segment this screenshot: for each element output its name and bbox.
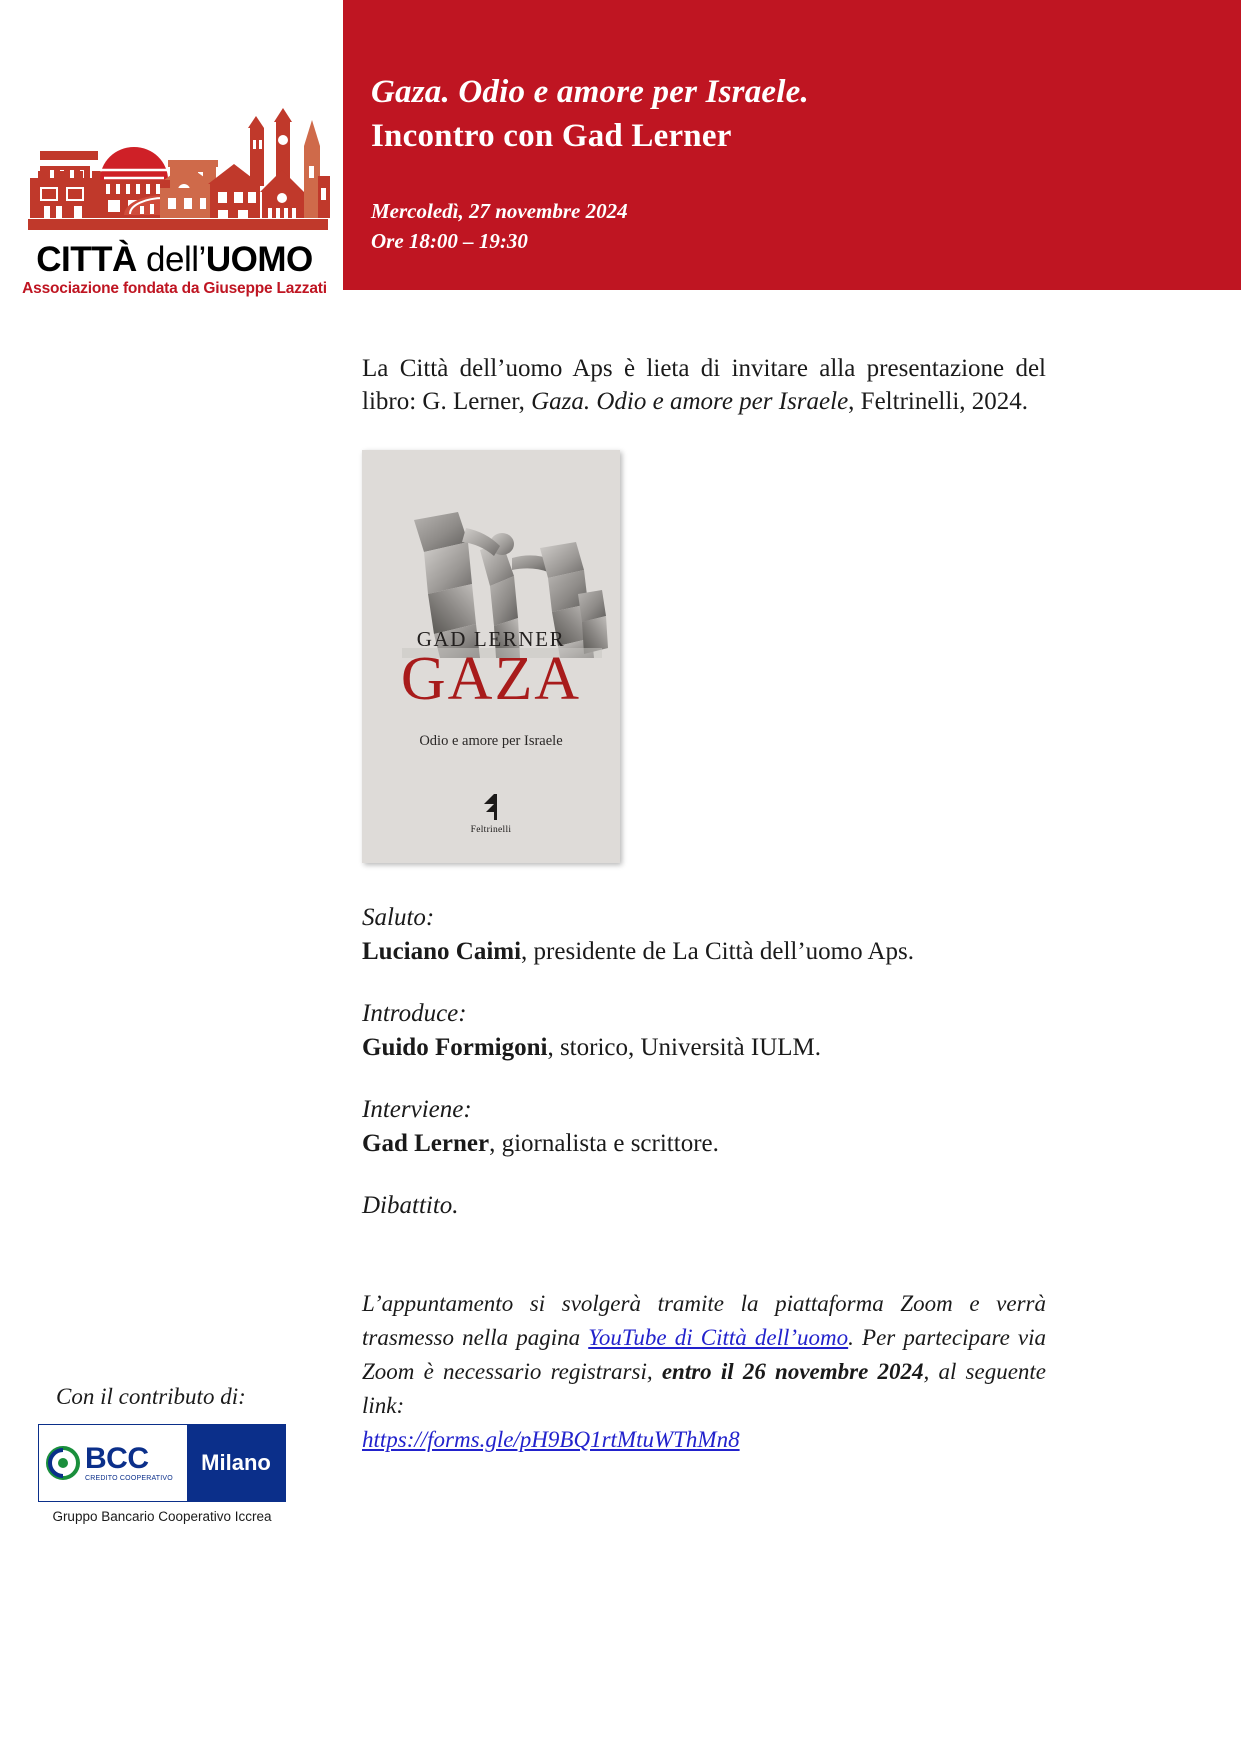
speaker-description: , giornalista e scrittore. [489,1130,719,1157]
bcc-milano-logo [38,1424,286,1502]
event-title-italic: Gaza. Odio e amore per Israele. [371,74,809,110]
speaker-group [362,997,1046,1065]
header-band [343,0,1241,290]
header-content [371,70,1211,256]
main-content [362,352,1046,1457]
feltrinelli-f-icon [478,792,504,822]
participation-text-3: , al seguente link: [362,1359,1047,1418]
event-datetime [371,196,1211,256]
speaker-name: Gad Lerner [362,1130,490,1157]
book-cover-title: GAZA [400,645,582,713]
bcc-circle-icon [46,1446,80,1480]
organization-logo [12,88,337,298]
speaker-role: Saluto: [362,904,435,931]
sponsor-label: Con il contributo di: [56,1384,246,1409]
bcc-city-panel [187,1425,285,1501]
registration-deadline: entro il 26 novembre 2024 [661,1359,924,1384]
speaker-group [362,901,1046,969]
speaker-line [362,935,1046,969]
city-skyline-icon [12,88,330,238]
event-time: Ore 18:00 – 19:30 [371,229,528,253]
bcc-logo-left [39,1425,187,1501]
bcc-acronym: BCC [85,1441,149,1475]
book-cover-author: GAD LERNER [416,627,566,651]
closing-note: Dibattito. [362,1192,459,1219]
speaker-description: , presidente de La Città dell’uomo Aps. [521,938,915,965]
event-title-plain: Incontro con Gad Lerner [371,118,732,154]
bcc-text-group [85,1441,173,1483]
logo-word-dell: dell’ [136,240,206,279]
speaker-name: Guido Formigoni [362,1034,548,1061]
publisher-name: Feltrinelli [470,825,512,835]
speaker-group [362,1093,1046,1161]
bcc-tagline: CREDITO COOPERATIVO [85,1474,173,1482]
participation-text-2: . Per partecipare via Zoom è necessario registrarsi, [362,1325,1047,1384]
book-cover-subtitle: Odio e amore per Israele [419,733,563,749]
registration-form-link[interactable]: https://forms.gle/pH9BQ1rtMtuWThMn8 [362,1427,740,1452]
sponsor-caption: Gruppo Bancario Cooperativo Iccrea [52,1509,272,1524]
event-date: Mercoledì, 27 novembre 2024 [371,199,628,223]
logo-word-citta: CITTÀ [36,240,137,279]
participation-text-1: L’appuntamento si svolgerà tramite la piattaforma Zoom e verrà trasmesso nella pagina [362,1291,1046,1350]
speaker-role: Introduce: [362,1000,467,1027]
logo-subtitle: Associazione fondata da Giuseppe Lazzati [22,280,327,297]
speakers-list [362,901,1046,1223]
participation-note [362,1287,1046,1423]
speaker-role: Interviene: [362,1096,472,1123]
invitation-text-2: , Feltrinelli, 2024. [848,388,1029,415]
youtube-link[interactable]: YouTube di Città dell’uomo [588,1325,849,1350]
book-cover [362,450,620,863]
invitation-text-1: La Città dell’uomo Aps è lieta di invitare alla presentazione del libro: G. Lerner, [362,355,1046,415]
logo-wordmark [12,240,337,279]
speaker-description: , storico, Università IULM. [547,1034,821,1061]
sponsor-block [38,1384,328,1524]
speaker-line [362,1127,1046,1161]
book-title-italic: Gaza. Odio e amore per Israele [531,388,849,415]
speaker-line [362,1031,1046,1065]
invitation-paragraph [362,352,1046,418]
publisher-logo [362,792,620,835]
logo-word-uomo: UOMO [205,240,313,279]
speaker-name: Luciano Caimi [362,938,522,965]
bcc-city-label: Milano [201,1450,271,1475]
